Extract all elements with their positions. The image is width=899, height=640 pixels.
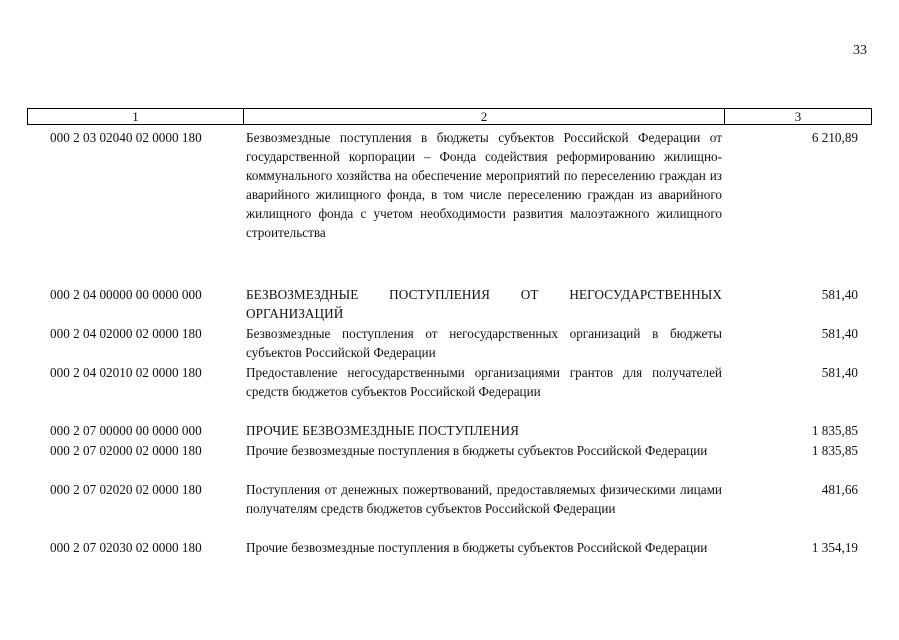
row-amount: 581,40 — [821, 287, 858, 302]
row-amount: 581,40 — [821, 365, 858, 380]
row-amount: 1 835,85 — [811, 443, 858, 458]
row-description: БЕЗВОЗМЕЗДНЫЕ ПОСТУПЛЕНИЯ ОТ НЕГОСУДАРСТВЕННЫХ ОРГАНИЗАЦИЙ — [246, 287, 722, 321]
row-amount: 1 835,85 — [811, 423, 858, 438]
budget-code: 000 2 07 00000 00 0000 000 — [50, 423, 202, 438]
header-col-1: 1 — [28, 109, 244, 124]
budget-code: 000 2 04 02000 02 0000 180 — [50, 326, 202, 341]
row-amount: 1 354,19 — [811, 540, 858, 555]
budget-code: 000 2 07 02030 02 0000 180 — [50, 540, 202, 555]
row-amount: 581,40 — [821, 326, 858, 341]
budget-code: 000 2 03 02040 02 0000 180 — [50, 130, 202, 145]
row-description: Безвозмездные поступления в бюджеты субъектов Российской Федерации от государственной корпорации – Фонда содействия реформированию жилищно-коммунального хозяйства на обеспечение мероприятий по переселению граждан из аварийного жилищного фонда, в том числе переселению граждан из аварийного жилищного фонда с учетом необходимости развития малоэтажного жилищного строительства — [246, 130, 722, 240]
page-number: 33 — [853, 43, 867, 58]
row-amount: 6 210,89 — [811, 130, 858, 145]
row-description: Прочие безвозмездные поступления в бюджеты субъектов Российской Федерации — [246, 540, 708, 555]
row-description: Предоставление негосударственными организациями грантов для получателей средств бюджетов субъектов Российской Федерации — [246, 365, 722, 399]
budget-code: 000 2 04 02010 02 0000 180 — [50, 365, 202, 380]
header-col-3: 3 — [794, 108, 802, 124]
budget-code: 000 2 04 00000 00 0000 000 — [50, 287, 202, 302]
row-description: Безвозмездные поступления от негосударственных организаций в бюджеты субъектов Российской Федерации — [246, 326, 722, 360]
budget-code: 000 2 07 02020 02 0000 180 — [50, 482, 202, 497]
row-description: Поступления от денежных пожертвований, предоставляемых физическими лицами получателям средств бюджетов субъектов Российской Федерации — [246, 482, 722, 516]
header-col-2: 2 — [244, 109, 725, 124]
row-description: ПРОЧИЕ БЕЗВОЗМЕЗДНЫЕ ПОСТУПЛЕНИЯ — [246, 423, 520, 438]
row-amount: 481,66 — [821, 482, 858, 497]
row-description: Прочие безвозмездные поступления в бюджеты субъектов Российской Федерации — [246, 443, 708, 458]
budget-code: 000 2 07 02000 02 0000 180 — [50, 443, 202, 458]
table-header — [27, 108, 872, 125]
